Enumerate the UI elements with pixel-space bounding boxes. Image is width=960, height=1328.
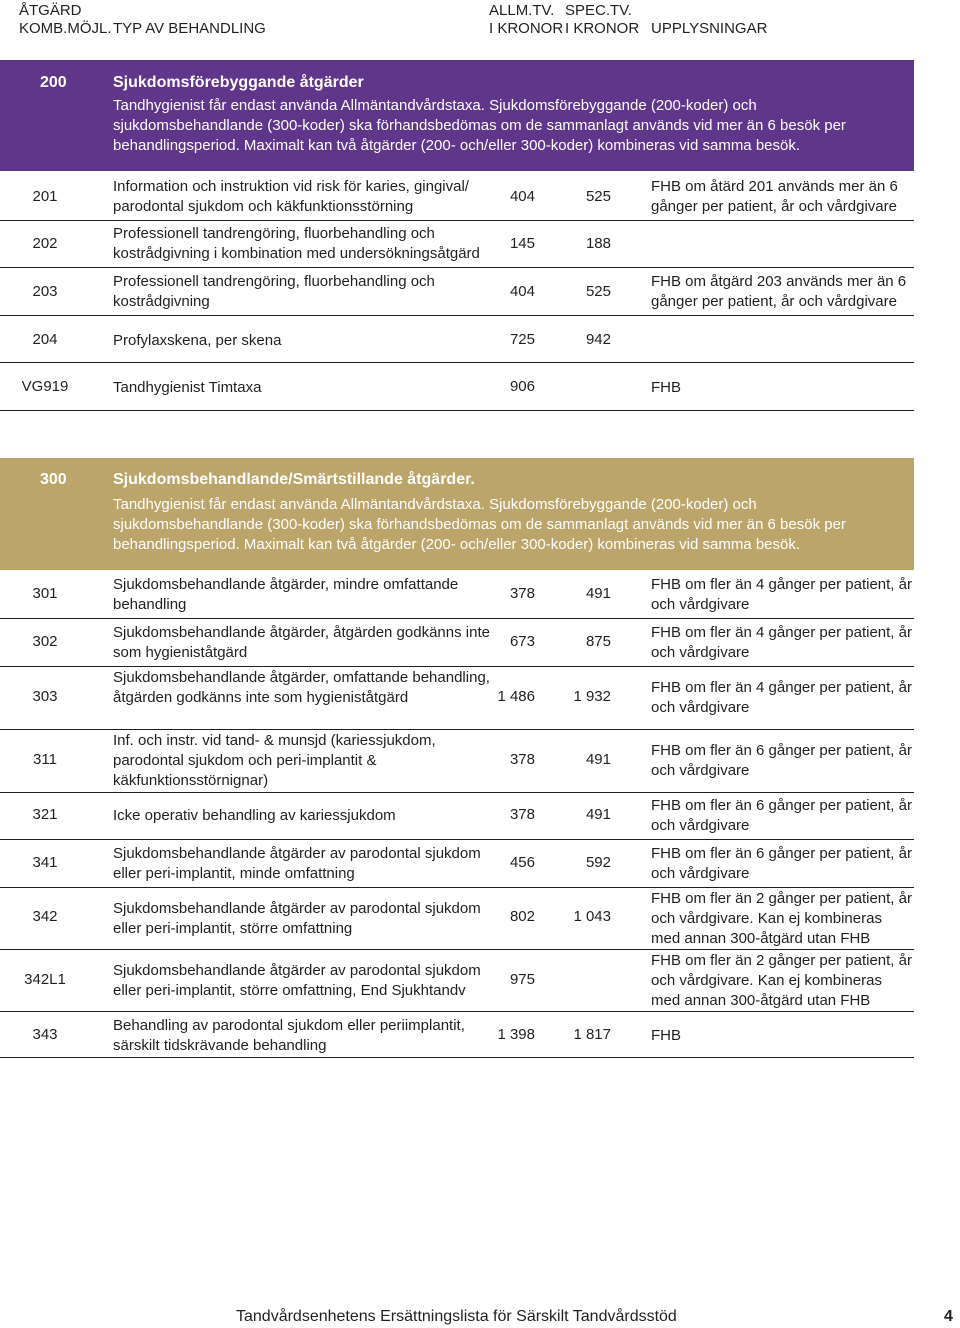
row-specialist-price: 1 817 <box>573 1026 611 1043</box>
row-code: 203 <box>32 283 58 300</box>
row-treatment: Tandhygienist Timtaxa <box>113 379 262 396</box>
header-treatment-type: TYP AV BEHANDLING <box>113 20 266 37</box>
row-code: 301 <box>32 585 58 602</box>
section-300-band <box>0 458 914 570</box>
footer-title: Tandvårdsenhetens Ersättningslista för Särskilt Tandvårdsstöd <box>236 1308 677 1325</box>
section-title: Sjukdomsbehandlande/Smärtstillande åtgärder. <box>113 471 475 488</box>
header-information: UPPLYSNINGAR <box>651 20 768 37</box>
row-code: 204 <box>32 331 58 348</box>
row-treatment: Sjukdomsbehandlande åtgärder, åtgärden godkänns inte som hygieniståtgärd <box>113 624 490 661</box>
table-row <box>0 796 914 839</box>
table-row <box>0 378 914 408</box>
row-information: FHB om fler än 6 gånger per patient, år och vårdgivare <box>651 797 912 834</box>
table-row <box>0 177 914 220</box>
row-information: FHB om åtärd 201 används mer än 6 gånger per patient, år och vårdgivare <box>651 178 898 215</box>
row-divider <box>0 220 914 221</box>
row-information: FHB om fler än 4 gånger per patient, år och vårdgivare <box>651 576 912 613</box>
row-treatment: Behandling av parodontal sjukdom eller periimplantit, särskilt tidskrävande behandling <box>113 1017 465 1054</box>
row-divider <box>0 1011 914 1012</box>
header-general-price <box>489 2 563 38</box>
row-information: FHB om fler än 4 gånger per patient, år och vårdgivare <box>651 679 912 716</box>
row-specialist-price: 491 <box>585 751 611 768</box>
row-treatment: Sjukdomsbehandlande åtgärder av parodontal sjukdom eller peri-implantit, minde omfattning <box>113 845 481 882</box>
header-specialist-price <box>565 2 639 38</box>
row-general-price: 1 398 <box>497 1026 535 1043</box>
row-treatment: Icke operativ behandling av kariessjukdom <box>113 807 396 824</box>
header-action-code <box>19 2 112 38</box>
row-code: VG919 <box>21 378 69 395</box>
row-information: FHB <box>651 1027 681 1044</box>
row-information: FHB om fler än 6 gånger per patient, år och vårdgivare <box>651 845 912 882</box>
table-row <box>0 951 914 1011</box>
row-divider <box>0 729 914 730</box>
section-200-band <box>0 60 914 171</box>
row-divider <box>0 666 914 667</box>
row-specialist-price: 188 <box>585 235 611 252</box>
row-divider <box>0 410 914 411</box>
header-specialist-unit: I KRONOR <box>565 20 640 37</box>
table-row <box>0 889 914 949</box>
row-divider <box>0 362 914 363</box>
row-divider <box>0 887 914 888</box>
row-general-price: 975 <box>509 971 535 988</box>
header-general-unit: I KRONOR <box>489 20 564 37</box>
row-general-price: 145 <box>509 235 535 252</box>
section-code: 300 <box>40 471 67 488</box>
table-row <box>0 331 914 361</box>
row-general-price: 906 <box>509 378 535 395</box>
row-treatment: Information och instruktion vid risk för karies, gingival/ parodontal sjukdom och käkfunktionsstörning <box>113 178 469 215</box>
row-divider <box>0 315 914 316</box>
table-row <box>0 224 914 267</box>
row-code: 311 <box>33 751 57 768</box>
row-specialist-price: 491 <box>585 806 611 823</box>
row-information: FHB om fler än 6 gånger per patient, år och vårdgivare <box>651 742 912 779</box>
row-specialist-price: 1 043 <box>573 908 611 925</box>
section-description: Tandhygienist får endast använda Allmäntandvårdstaxa. Sjukdomsförebyggande (200-koder) och sjukdomsbehandlande (300-koder) ska förhandsbedömas om de sammanlagt används vid mer än 6 besök per behandlingsperiod. Maximalt kan två åtgärder (200- och/eller 300-koder) kombineras vid samma besök. <box>113 496 846 553</box>
row-general-price: 725 <box>509 331 535 348</box>
row-divider <box>0 839 914 840</box>
row-divider <box>0 618 914 619</box>
row-treatment: Profylaxskena, per skena <box>113 332 282 349</box>
row-divider <box>0 267 914 268</box>
row-general-price: 802 <box>509 908 535 925</box>
table-row <box>0 623 914 666</box>
row-information: FHB om fler än 2 gånger per patient, år och vårdgivare. Kan ej kombineras med annan 300-åtgärd utan FHB <box>651 952 912 1009</box>
row-information: FHB <box>651 379 681 396</box>
page-number: 4 <box>944 1308 953 1325</box>
row-code: 342 <box>32 908 58 925</box>
table-row <box>0 1016 914 1059</box>
row-general-price: 673 <box>509 633 535 650</box>
row-general-price: 404 <box>509 283 535 300</box>
row-specialist-price: 875 <box>585 633 611 650</box>
row-code: 303 <box>32 688 58 705</box>
row-general-price: 404 <box>509 188 535 205</box>
row-treatment: Professionell tandrengöring, fluorbehandling och kostrådgivning <box>113 273 435 310</box>
row-specialist-price: 942 <box>585 331 611 348</box>
table-row <box>0 575 914 618</box>
row-general-price: 378 <box>509 585 535 602</box>
row-specialist-price: 592 <box>585 854 611 871</box>
row-general-price: 1 486 <box>497 688 535 705</box>
row-treatment: Sjukdomsbehandlande åtgärder av parodontal sjukdom eller peri-implantit, större omfattning <box>113 900 481 937</box>
row-code: 202 <box>32 235 58 252</box>
row-treatment: Inf. och instr. vid tand- & munsjd (kariessjukdom, parodontal sjukdom och peri-implantit & käkfunktionsstörnignar) <box>113 732 436 789</box>
row-general-price: 378 <box>509 751 535 768</box>
row-code: 343 <box>32 1026 58 1043</box>
header-combination-label: KOMB.MÖJL. <box>19 20 112 37</box>
row-information: FHB om åtgärd 203 används mer än 6 gånger per patient, år och vårdgivare <box>651 273 907 310</box>
row-specialist-price: 525 <box>585 283 611 300</box>
table-row <box>0 731 914 793</box>
row-treatment: Sjukdomsbehandlande åtgärder, omfattande behandling, åtgärden godkänns inte som hygieniståtgärd <box>113 669 490 706</box>
row-specialist-price: 1 932 <box>573 688 611 705</box>
row-specialist-price: 491 <box>585 585 611 602</box>
row-general-price: 378 <box>509 806 535 823</box>
row-general-price: 456 <box>509 854 535 871</box>
row-treatment: Sjukdomsbehandlande åtgärder av parodontal sjukdom eller peri-implantit, större omfattning, End Sjukhtandv <box>113 962 481 999</box>
section-description: Tandhygienist får endast använda Allmäntandvårdstaxa. Sjukdomsförebyggande (200-koder) och sjukdomsbehandlande (300-koder) ska förhandsbedömas om de sammanlagt används vid mer än 6 besök per behandlingsperiod. Maximalt kan två åtgärder (200- och/eller 300-koder) kombineras vid samma besök. <box>113 97 846 154</box>
row-code: 302 <box>32 633 58 650</box>
table-row <box>0 668 914 730</box>
row-information: FHB om fler än 2 gånger per patient, år och vårdgivare. Kan ej kombineras med annan 300-åtgärd utan FHB <box>651 890 912 947</box>
row-code: 342L1 <box>24 971 66 988</box>
section-code: 200 <box>40 74 67 91</box>
row-code: 341 <box>32 854 58 871</box>
header-action-label: ÅTGÄRD <box>19 2 82 19</box>
section-title: Sjukdomsförebyggande åtgärder <box>113 74 364 91</box>
table-row <box>0 272 914 315</box>
header-specialist-label: SPEC.TV. <box>565 2 632 19</box>
row-code: 321 <box>32 806 58 823</box>
row-divider <box>0 792 914 793</box>
row-code: 201 <box>32 188 58 205</box>
row-specialist-price: 525 <box>585 188 611 205</box>
row-divider <box>0 1057 914 1058</box>
row-divider <box>0 949 914 950</box>
row-treatment: Sjukdomsbehandlande åtgärder, mindre omfattande behandling <box>113 576 459 613</box>
table-row <box>0 844 914 887</box>
row-information: FHB om fler än 4 gånger per patient, år och vårdgivare <box>651 624 912 661</box>
header-general-label: ALLM.TV. <box>489 2 555 19</box>
row-treatment: Professionell tandrengöring, fluorbehandling och kostrådgivning i kombination med undersökningsåtgärd <box>113 225 480 262</box>
